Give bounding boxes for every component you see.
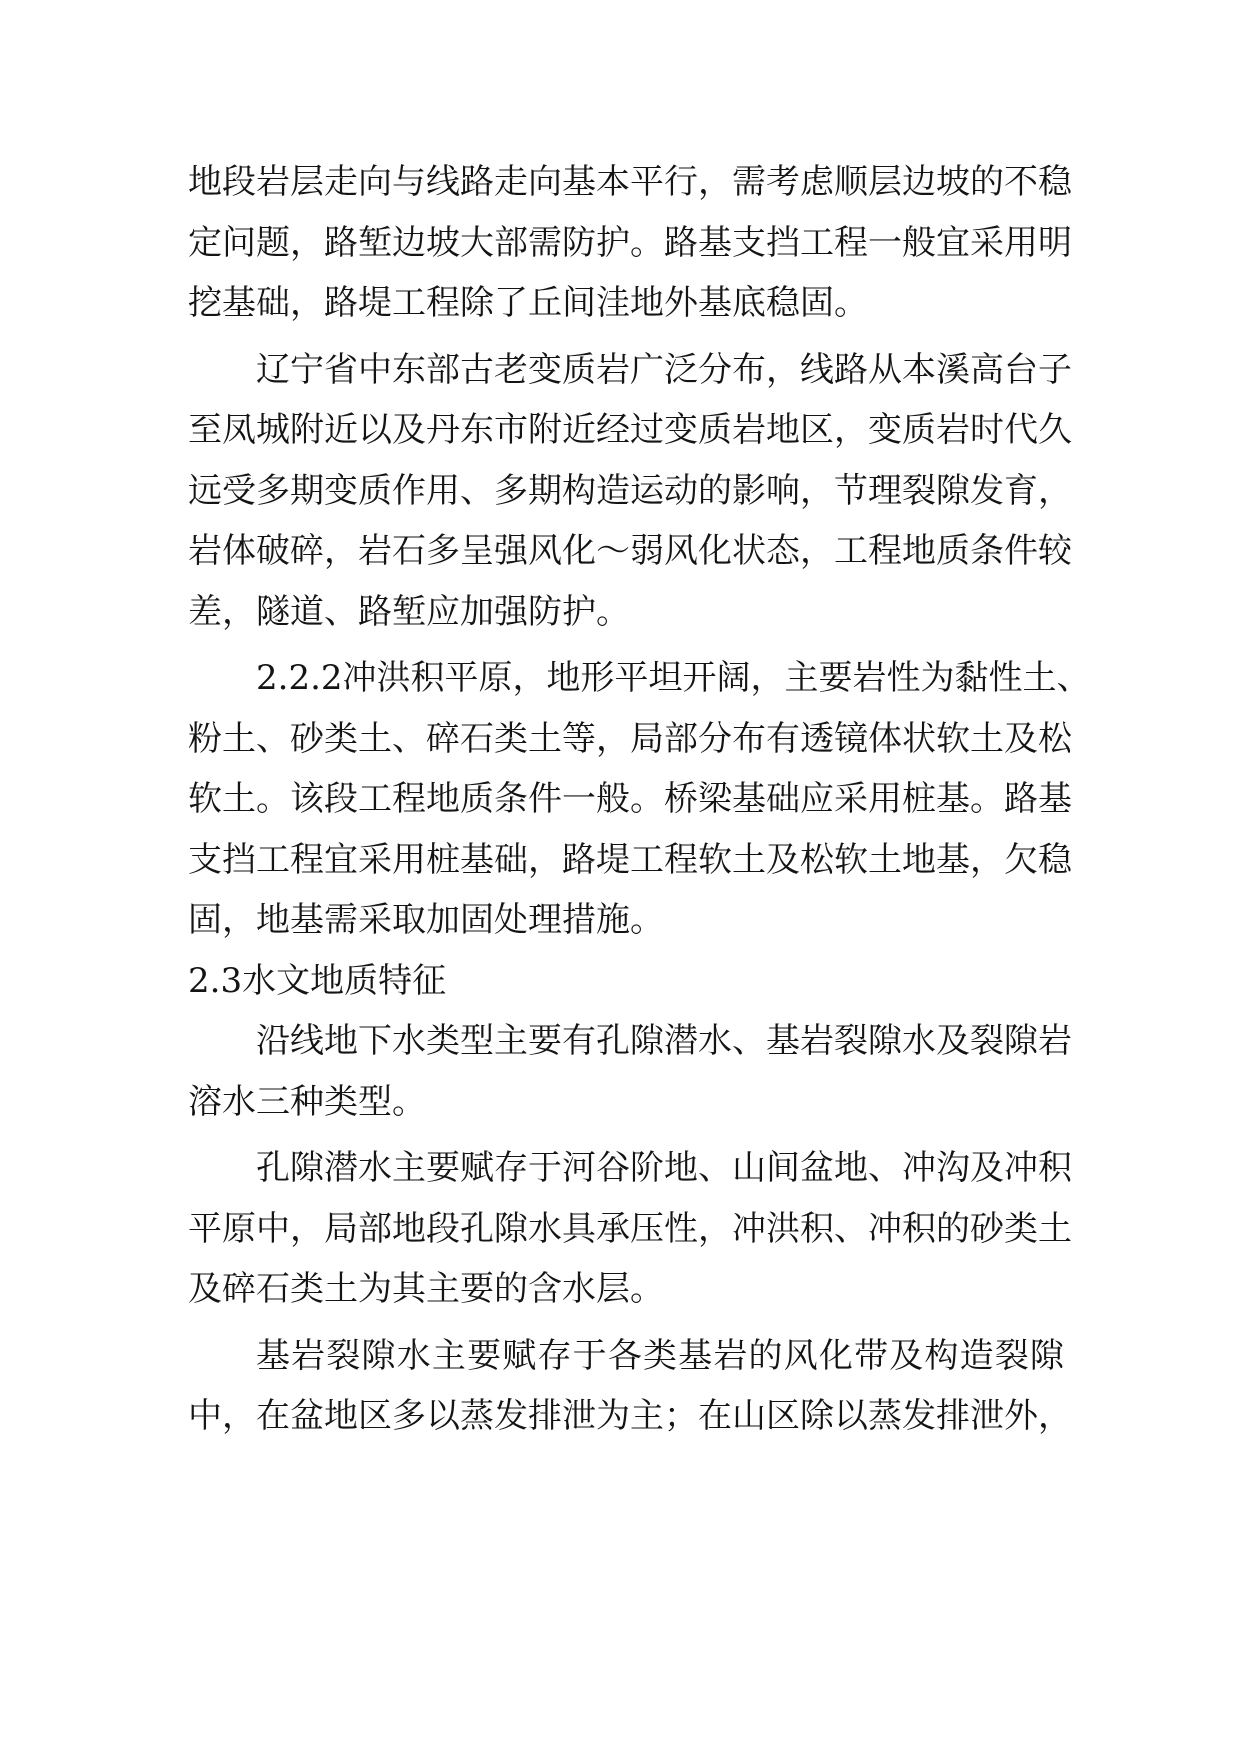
text-line: 挖基础，路堤工程除了丘间洼地外基底稳固。 [188,283,868,323]
text-line: 地段岩层走向与线路走向基本平行，需考虑顺层边坡的不稳 [188,162,1072,202]
text-line: 支挡工程宜采用桩基础，路堤工程软土及松软土地基，欠稳 [188,839,1072,880]
text-line: 差，隧道、路堑应加强防护。 [188,591,630,632]
text-line: 定问题，路堑边坡大部需防护。路基支挡工程一般宜采用明 [188,222,1072,263]
paragraph-3 [188,648,1091,951]
text-line: 固，地基需采取加固处理措施。 [188,900,664,940]
text-line: 粉土、砂类土、碎石类土等，局部分布有透镜体状软土及松 [188,718,1072,759]
text-line: 平原中，局部地段孔隙水具承压性，冲洪积、冲积的砂类土 [188,1208,1072,1249]
text-line: 至凤城附近以及丹东市附近经过变质岩地区，变质岩时代久 [188,410,1072,450]
text-line: 远受多期变质作用、多期构造运动的影响，节理裂隙发育， [188,470,1072,511]
paragraph-2 [188,340,1072,643]
text-line: 辽宁省中东部古老变质岩广泛分布，线路从本溪高台子 [256,349,1072,390]
text-line: 溶水三种类型。 [188,1081,426,1122]
section-heading: 2.3水文地质特征 [188,960,447,1001]
text-line: 基岩裂隙水主要赋存于各类基岩的风化带及构造裂隙 [256,1335,1064,1376]
paragraph-6 [188,1326,1072,1447]
document-page [188,152,1091,1447]
text-line: 中，在盆地区多以蒸发排泄为主；在山区除以蒸发排泄外， [188,1396,1072,1436]
paragraph-1 [188,152,1072,334]
text-line: 岩体破碎，岩石多呈强风化～弱风化状态，工程地质条件较 [188,531,1072,571]
text-line: 沿线地下水类型主要有孔隙潜水、基岩裂隙水及裂隙岩 [256,1021,1072,1061]
text-line: 孔隙潜水主要赋存于河谷阶地、山间盆地、冲沟及冲积 [256,1148,1072,1188]
paragraph-5 [188,1138,1072,1320]
text-line: 软土。该段工程地质条件一般。桥梁基础应采用桩基。路基 [188,779,1072,819]
text-line: 2.2.2冲洪积平原，地形平坦开阔，主要岩性为黏性土、 [256,658,1091,698]
text-line: 及碎石类土为其主要的含水层。 [188,1269,664,1309]
paragraph-4 [188,1011,1072,1132]
